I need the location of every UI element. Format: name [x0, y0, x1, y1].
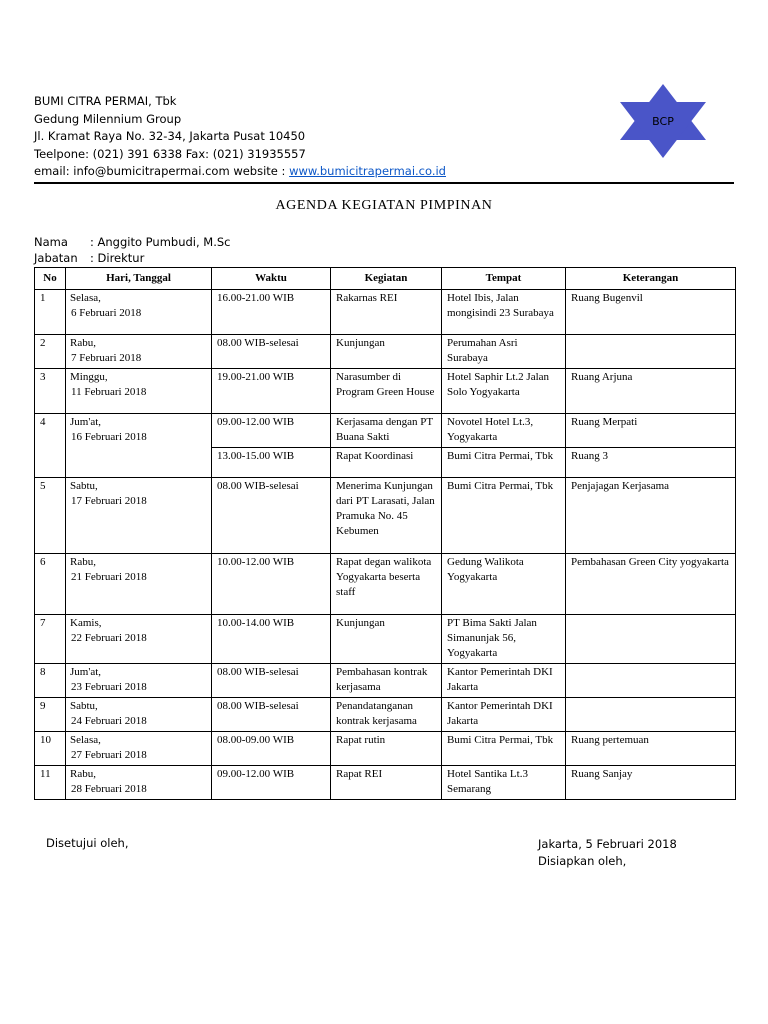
- agenda-table: [34, 267, 736, 800]
- table-body: [35, 290, 736, 800]
- table-row: [35, 766, 736, 800]
- cell-time: 13.00-15.00 WIB: [212, 448, 331, 478]
- cell-day: Jum'at,: [70, 416, 102, 428]
- cell-note: [566, 698, 736, 732]
- cell-day: Sabtu,: [70, 480, 98, 492]
- approved-by: Disetujui oleh,: [46, 836, 129, 850]
- position-value: : Direktur: [90, 251, 145, 265]
- col-header-note: Keterangan: [566, 268, 736, 290]
- cell-date: 28 Februari 2018: [71, 783, 147, 795]
- cell-no: 3: [35, 369, 66, 414]
- cell-activity: Penandatanganan kontrak kerjasama: [331, 698, 442, 732]
- cell-day-date: [66, 478, 212, 554]
- cell-day-date: [66, 414, 212, 478]
- cell-date: 6 Februari 2018: [71, 307, 142, 319]
- col-header-no: No: [35, 268, 66, 290]
- prepared-by: Disiapkan oleh,: [538, 854, 627, 868]
- cell-no: 7: [35, 615, 66, 664]
- cell-day-date: [66, 615, 212, 664]
- cell-time: 09.00-12.00 WIB: [212, 766, 331, 800]
- cell-time: 10.00-12.00 WIB: [212, 554, 331, 615]
- cell-time: 08.00 WIB-selesai: [212, 664, 331, 698]
- cell-date: 16 Februari 2018: [71, 431, 147, 443]
- cell-time: 08.00 WIB-selesai: [212, 335, 331, 369]
- cell-place: Hotel Ibis, Jalan mongisindi 23 Surabaya: [442, 290, 566, 335]
- cell-no: 8: [35, 664, 66, 698]
- cell-day-date: [66, 698, 212, 732]
- table-row: [35, 732, 736, 766]
- cell-place: Bumi Citra Permai, Tbk: [442, 478, 566, 554]
- cell-time: 16.00-21.00 WIB: [212, 290, 331, 335]
- cell-date: 24 Februari 2018: [71, 715, 147, 727]
- company-building: Gedung Milennium Group: [34, 111, 182, 126]
- cell-day-date: [66, 369, 212, 414]
- cell-no: 9: [35, 698, 66, 732]
- cell-day: Rabu,: [70, 556, 96, 568]
- cell-note: Ruang Arjuna: [566, 369, 736, 414]
- cell-time: 09.00-12.00 WIB: [212, 414, 331, 448]
- cell-no: 11: [35, 766, 66, 800]
- cell-note: [566, 615, 736, 664]
- cell-date: 17 Februari 2018: [71, 495, 147, 507]
- position-label: Jabatan: [34, 251, 78, 265]
- cell-activity: Narasumber di Program Green House: [331, 369, 442, 414]
- cell-time: 10.00-14.00 WIB: [212, 615, 331, 664]
- cell-day: Rabu,: [70, 337, 96, 349]
- name-row: [34, 234, 231, 250]
- cell-day-date: [66, 766, 212, 800]
- cell-place: Gedung Walikota Yogyakarta: [442, 554, 566, 615]
- table-row: [35, 335, 736, 369]
- company-contact: [34, 163, 594, 181]
- cell-time: 08.00 WIB-selesai: [212, 478, 331, 554]
- cell-no: 1: [35, 290, 66, 335]
- cell-no: 10: [35, 732, 66, 766]
- table-row: [35, 698, 736, 732]
- col-header-time: Waktu: [212, 268, 331, 290]
- cell-date: 22 Februari 2018: [71, 632, 147, 644]
- table-row: [35, 478, 736, 554]
- cell-day: Minggu,: [70, 371, 108, 383]
- cell-activity: Rakarnas REI: [331, 290, 442, 335]
- cell-note: Pembahasan Green City yogyakarta: [566, 554, 736, 615]
- cell-time: 08.00-09.00 WIB: [212, 732, 331, 766]
- cell-place: Hotel Saphir Lt.2 Jalan Solo Yogyakarta: [442, 369, 566, 414]
- col-header-activity: Kegiatan: [331, 268, 442, 290]
- cell-note: Ruang Merpati: [566, 414, 736, 448]
- cell-day: Kamis,: [70, 617, 102, 629]
- table-header-row: [35, 268, 736, 290]
- table-row: [35, 554, 736, 615]
- cell-no: 4: [35, 414, 66, 478]
- page-title: AGENDA KEGIATAN PIMPINAN: [275, 198, 493, 213]
- cell-no: 6: [35, 554, 66, 615]
- cell-place: Bumi Citra Permai, Tbk: [442, 448, 566, 478]
- cell-date: 11 Februari 2018: [71, 386, 147, 398]
- company-phone: Teelpone: (021) 391 6338 Fax: (021) 31935557: [34, 146, 306, 161]
- cell-time: 19.00-21.00 WIB: [212, 369, 331, 414]
- cell-day-date: [66, 554, 212, 615]
- table-row: [35, 664, 736, 698]
- header-divider: [34, 182, 734, 184]
- person-info: [34, 234, 231, 266]
- cell-day: Rabu,: [70, 768, 96, 780]
- cell-activity: Menerima Kunjungan dari PT Larasati, Jalan Pramuka No. 45 Kebumen: [331, 478, 442, 554]
- letterhead: [34, 93, 594, 181]
- cell-day-date: [66, 732, 212, 766]
- cell-note: [566, 335, 736, 369]
- website-link[interactable]: www.bumicitrapermai.co.id: [289, 164, 446, 179]
- cell-date: 7 Februari 2018: [71, 352, 142, 364]
- cell-note: Ruang pertemuan: [566, 732, 736, 766]
- cell-place: PT Bima Sakti Jalan Simanunjak 56, Yogyakarta: [442, 615, 566, 664]
- company-address: Jl. Kramat Raya No. 32-34, Jakarta Pusat 10450: [34, 129, 306, 144]
- cell-activity: Kerjasama dengan PT Buana Sakti: [331, 414, 442, 448]
- cell-activity: Rapat Koordinasi: [331, 448, 442, 478]
- cell-activity: Pembahasan kontrak kerjasama: [331, 664, 442, 698]
- cell-day: Jum'at,: [70, 666, 102, 678]
- cell-place: Novotel Hotel Lt.3, Yogyakarta: [442, 414, 566, 448]
- cell-activity: Rapat degan walikota Yogyakarta beserta staff: [331, 554, 442, 615]
- cell-day: Sabtu,: [70, 700, 98, 712]
- cell-day-date: [66, 290, 212, 335]
- cell-note: Penjajagan Kerjasama: [566, 478, 736, 554]
- cell-day: Selasa,: [70, 292, 101, 304]
- cell-no: 2: [35, 335, 66, 369]
- company-logo: [618, 84, 708, 158]
- table-row: [35, 414, 736, 448]
- signature-block: [538, 836, 677, 870]
- col-header-day: Hari, Tanggal: [66, 268, 212, 290]
- cell-note: Ruang Bugenvil: [566, 290, 736, 335]
- cell-date: 23 Februari 2018: [71, 681, 147, 693]
- company-name: BUMI CITRA PERMAI, Tbk: [34, 94, 177, 108]
- cell-day: Selasa,: [70, 734, 101, 746]
- cell-activity: Rapat REI: [331, 766, 442, 800]
- position-row: [34, 250, 231, 266]
- cell-day-date: [66, 335, 212, 369]
- name-value: : Anggito Pumbudi, M.Sc: [90, 235, 231, 249]
- place-date: Jakarta, 5 Februari 2018: [538, 837, 677, 851]
- table-row: [35, 290, 736, 335]
- cell-no: 5: [35, 478, 66, 554]
- cell-place: Hotel Santika Lt.3 Semarang: [442, 766, 566, 800]
- col-header-place: Tempat: [442, 268, 566, 290]
- cell-place: Bumi Citra Permai, Tbk: [442, 732, 566, 766]
- table-row: [35, 615, 736, 664]
- table-row: [35, 369, 736, 414]
- cell-activity: Kunjungan: [331, 335, 442, 369]
- cell-activity: Rapat rutin: [331, 732, 442, 766]
- cell-place: Perumahan Asri Surabaya: [442, 335, 566, 369]
- cell-day-date: [66, 664, 212, 698]
- name-label: Nama: [34, 235, 68, 249]
- cell-note: Ruang Sanjay: [566, 766, 736, 800]
- logo-text: BCP: [652, 115, 674, 128]
- cell-activity: Kunjungan: [331, 615, 442, 664]
- cell-date: 21 Februari 2018: [71, 571, 147, 583]
- cell-date: 27 Februari 2018: [71, 749, 147, 761]
- cell-time: 08.00 WIB-selesai: [212, 698, 331, 732]
- cell-place: Kantor Pemerintah DKI Jakarta: [442, 664, 566, 698]
- cell-note: [566, 664, 736, 698]
- email-line: email: info@bumicitrapermai.com website :: [34, 164, 290, 179]
- cell-place: Kantor Pemerintah DKI Jakarta: [442, 698, 566, 732]
- cell-note: Ruang 3: [566, 448, 736, 478]
